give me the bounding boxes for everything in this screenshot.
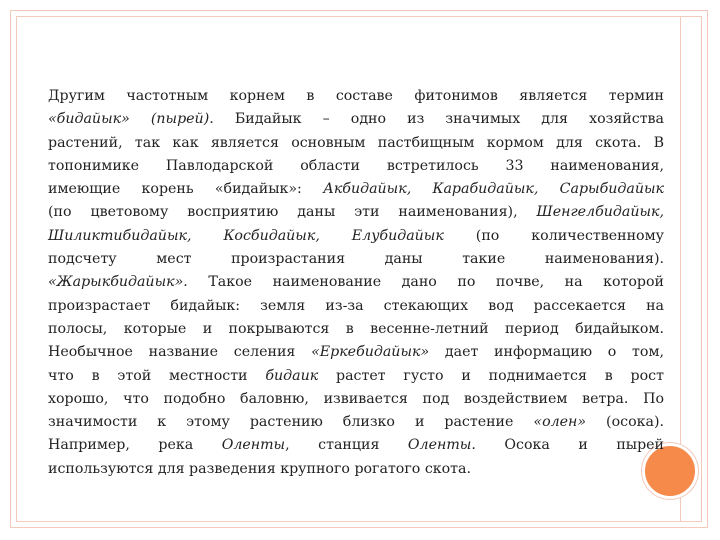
text-line: полосы, которые и покрываются в весенне-летний период бидайыком. xyxy=(48,320,664,337)
text-line: Другим частотным корнем в составе фитонимов является термин xyxy=(48,88,664,104)
text-line: топонимике Павлодарской области встретилось 33 наименования, xyxy=(48,157,664,174)
text-line: (по цветовому восприятию даны эти наименования), Шенгелбидайык, xyxy=(48,204,664,221)
text-line: растений, так как является основным пастбищным кормом для скота. В xyxy=(48,134,664,151)
text-line: произрастает бидайык: земля из-за стекающих вод рассекается на xyxy=(48,297,664,314)
text-line: что в этой местности бидаик растет густо и поднимается в рост xyxy=(48,367,664,384)
text-line: используются для разведения крупного рогатого скота. xyxy=(48,460,471,477)
text-line: значимости к этому растению близко и растение «олен» (осока). xyxy=(48,414,664,431)
text-line: Необычное название селения «Еркебидайык» дает информацию о том, xyxy=(48,344,664,361)
text-line: подсчету мест произрастания даны такие наименования). xyxy=(48,251,664,268)
text-line: Шиликтибидайык, Косбидайык, Елубидайык (по количественному xyxy=(48,227,664,244)
body-paragraph xyxy=(48,85,664,481)
text-line: хорошо, что подобно баловню, извивается под воздействием ветра. По xyxy=(48,390,664,407)
text-line: Например, река Оленты, станция Оленты. Осока и пырей xyxy=(48,437,664,454)
text-line: «Жарыкбидайык». Такое наименование дано по почве, на которой xyxy=(48,274,664,291)
text-line: «бидайык» (пырей). Бидайык – одно из значимых для хозяйства xyxy=(48,111,665,128)
text-line: имеющие корень «бидайык»: Акбидайык, Карабидайык, Сарыбидайык xyxy=(48,181,664,198)
